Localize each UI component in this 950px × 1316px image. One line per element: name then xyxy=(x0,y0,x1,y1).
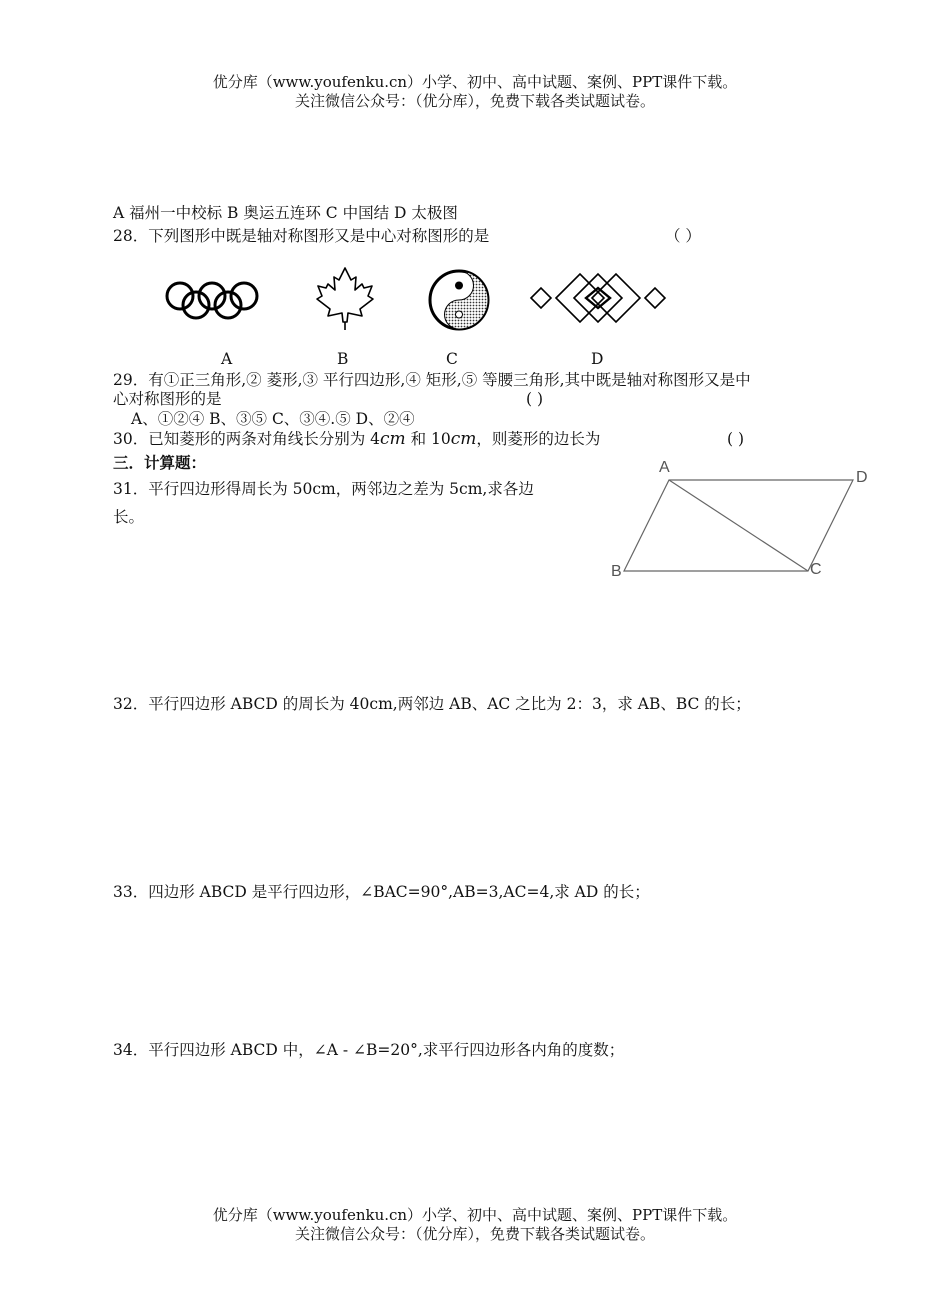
parallelogram-figure xyxy=(600,455,880,590)
q30-middle: 和 10 xyxy=(405,430,451,448)
q28-label-b: B xyxy=(337,350,349,368)
q27-options: A 福州一中校标 B 奥运五连环 C 中国结 D 太极图 xyxy=(113,204,458,222)
footer-line-2: 关注微信公众号：（优分库），免费下载各类试题试卷。 xyxy=(294,1225,655,1243)
q33-text: 33．四边形 ABCD 是平行四边形，∠BAC=90°,AB=3,AC=4,求 AD 的长； xyxy=(113,883,650,901)
header-line-2: 关注微信公众号：（优分库），免费下载各类试题试卷。 xyxy=(294,92,655,110)
q30-unit-1: cm xyxy=(380,429,406,449)
q30-answer-paren: ( ) xyxy=(727,430,745,448)
q28-text: 28．下列图形中既是轴对称图形又是中心对称图形的是 xyxy=(113,227,490,245)
vertex-label-a: A xyxy=(659,459,670,476)
q29-line-2: 心对称图形的是 xyxy=(113,390,222,408)
q30-suffix: ，则菱形的边长为 xyxy=(476,430,601,448)
q29-options: A、①②④ B、③⑤ C、③④.⑤ D、②④ xyxy=(131,410,415,428)
olympic-rings-figure xyxy=(165,278,261,320)
q34-text: 34．平行四边形 ABCD 中，∠A - ∠B=20°,求平行四边形各内角的度数； xyxy=(113,1041,625,1059)
vertex-label-c: C xyxy=(810,561,822,578)
section-3-title: 三．计算题： xyxy=(113,453,207,472)
header-line-1: 优分库（www.youfenku.cn）小学、初中、高中试题、案例、PPT课件下载。 xyxy=(212,73,738,91)
q31-line-2: 长。 xyxy=(113,508,145,526)
taiji-figure xyxy=(427,268,491,332)
vertex-label-d: D xyxy=(856,469,868,486)
q30-prefix: 30．已知菱形的两条对角线长分别为 4 xyxy=(113,430,381,448)
q28-label-c: C xyxy=(446,350,458,368)
q30-unit-2: cm xyxy=(450,429,477,449)
footer-line-1: 优分库（www.youfenku.cn）小学、初中、高中试题、案例、PPT课件下载。 xyxy=(212,1206,738,1224)
chinese-knot-figure xyxy=(528,266,668,330)
q28-label-a: A xyxy=(221,350,233,368)
q29-answer-paren: ( ) xyxy=(526,390,544,408)
q31-line-1: 31．平行四边形得周长为 50cm，两邻边之差为 5cm,求各边 xyxy=(113,480,534,498)
q30-text xyxy=(113,429,600,449)
q32-text: 32．平行四边形 ABCD 的周长为 40cm,两邻边 AB、AC 之比为 2：3，求 AB、BC 的长； xyxy=(113,695,751,713)
q29-line-1: 29．有①正三角形,② 菱形,③ 平行四边形,④ 矩形,⑤ 等腰三角形,其中既是轴对称图形又是中 xyxy=(113,371,751,389)
q28-label-d: D xyxy=(591,350,604,368)
q28-answer-paren: （ ） xyxy=(665,227,701,245)
maple-leaf-figure xyxy=(315,266,375,332)
vertex-label-b: B xyxy=(611,563,622,580)
